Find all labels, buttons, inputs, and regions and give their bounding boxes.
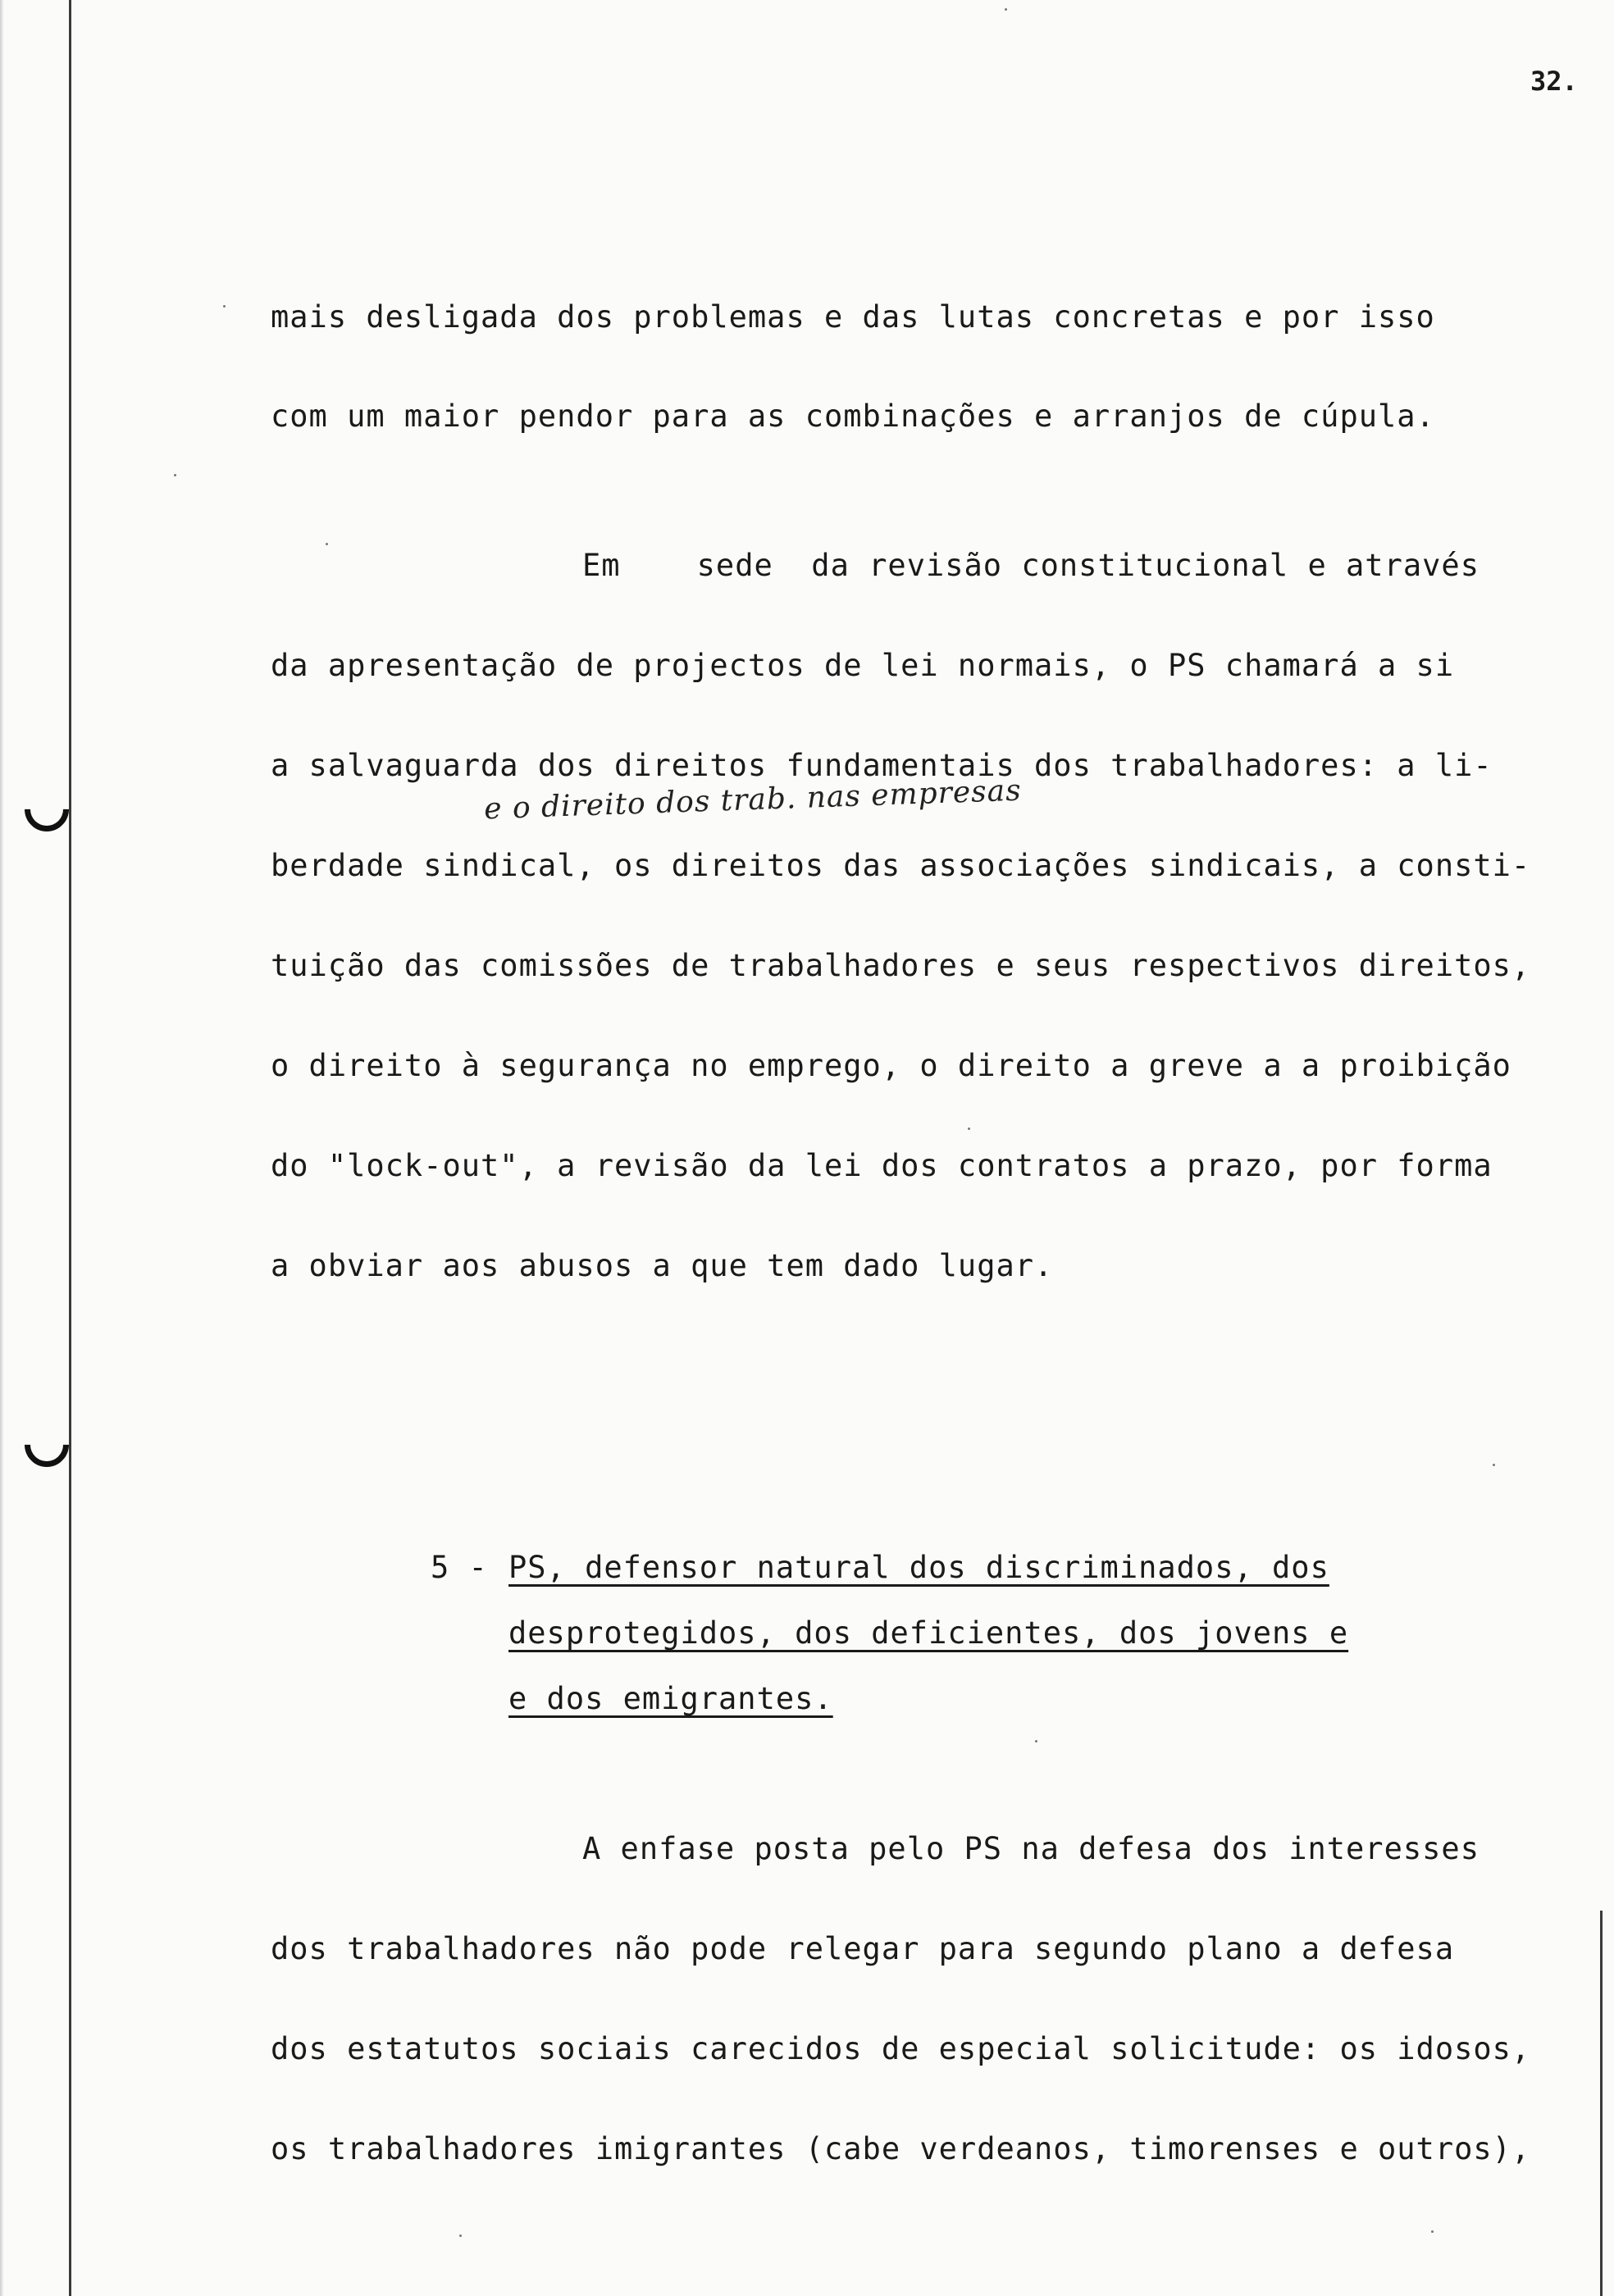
text-line: mais desligada dos problemas e das lutas concretas e por isso [271, 299, 1435, 335]
text-line: tuição das comissões de trabalhadores e seus respectivos direitos, [271, 948, 1531, 983]
section-heading-text: e dos emigrantes. [508, 1681, 833, 1716]
text-line: dos estatutos sociais carecidos de especial solicitude: os idosos, [271, 2031, 1531, 2066]
section-heading-text: desprotegidos, dos deficientes, dos jovens e [508, 1615, 1349, 1651]
text-line: do "lock-out", a revisão da lei dos contratos a prazo, por forma [271, 1148, 1493, 1183]
page-number: 32. [1530, 66, 1578, 97]
section-heading-text: PS, defensor natural dos discriminados, dos [508, 1550, 1329, 1585]
scan-speck [326, 543, 328, 545]
scan-left-edge [0, 0, 3, 2296]
text-line: com um maior pendor para as combinações e arranjos de cúpula. [271, 399, 1435, 434]
text-line: dos trabalhadores não pode relegar para segundo plano a defesa [271, 1931, 1455, 1966]
section-heading-line [508, 1615, 1348, 1651]
text-line: Em sede da revisão constitucional e através [582, 548, 1480, 583]
section-heading-line [508, 1550, 1329, 1585]
text-line: a obviar aos abusos a que tem dado lugar. [271, 1248, 1054, 1283]
text-line: o direito à segurança no emprego, o direito a greve a a proibição [271, 1048, 1511, 1083]
scan-speck [1005, 8, 1007, 11]
section-heading-line [508, 1681, 833, 1716]
scan-speck [968, 1128, 970, 1130]
margin-rule [69, 0, 71, 2296]
handwritten-annotation: e o direito dos trab. nas empresas [483, 773, 1023, 827]
text-line: berdade sindical, os direitos das associações sindicais, a consti- [271, 848, 1531, 883]
text-line: A enfase posta pelo PS na defesa dos interesses [582, 1831, 1480, 1866]
scan-speck [459, 2234, 462, 2237]
text-line: da apresentação de projectos de lei normais, o PS chamará a si [271, 648, 1455, 683]
scan-speck [1431, 2230, 1434, 2233]
scan-speck [1493, 1464, 1495, 1466]
scan-speck [223, 305, 226, 308]
scan-speck [1035, 1740, 1037, 1742]
text-line: os trabalhadores imigrantes (cabe verdeanos, timorenses e outros), [271, 2131, 1531, 2166]
section-number: 5 - [431, 1550, 488, 1585]
scan-speck [174, 474, 176, 476]
scan-right-edge [1600, 1911, 1603, 2296]
text-line: a salvaguarda dos direitos fundamentais dos trabalhadores: a li- [271, 748, 1493, 783]
